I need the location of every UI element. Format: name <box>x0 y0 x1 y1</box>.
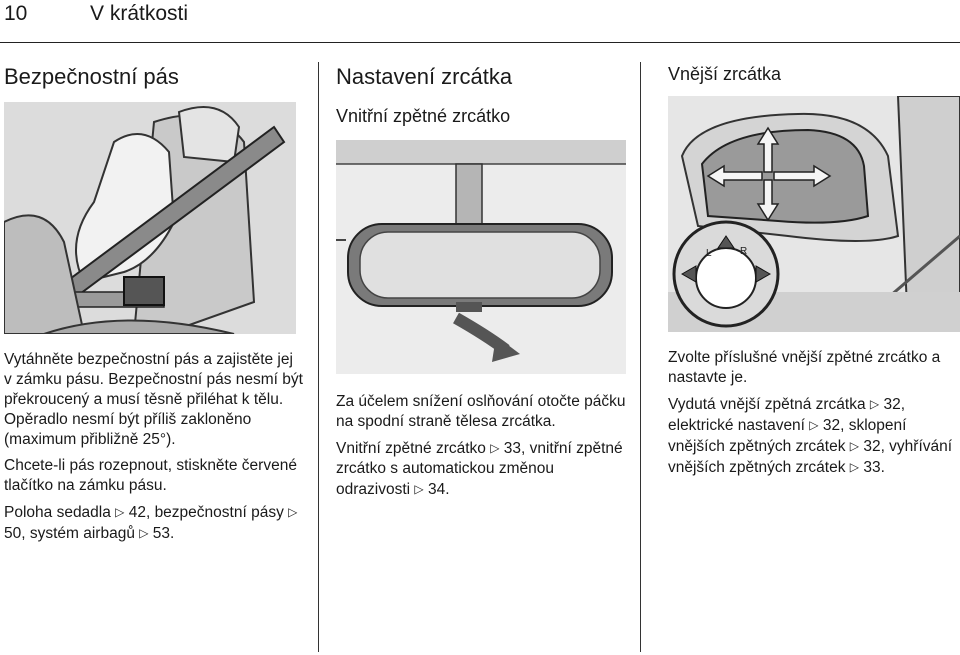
knob-label-right: R <box>740 246 748 257</box>
mirror-heading: Nastavení zrcátka <box>336 64 513 89</box>
ref-text: 50, systém airbagů <box>4 525 140 542</box>
seatbelt-illustration <box>4 102 296 334</box>
interior-mirror-references <box>336 438 631 500</box>
interior-mirror-paragraph: Za účelem snížení oslňování otočte páčku na spodní straně tělesa zrcátka. <box>336 393 626 430</box>
header-rule <box>0 42 960 43</box>
exterior-mirror-heading: Vnější zrcátka <box>668 64 782 84</box>
seatbelt-paragraph: Chcete-li pás rozepnout, stiskněte červené tlačítko na zámku pásu. <box>4 457 297 494</box>
ref-text: 53. <box>148 525 175 542</box>
reference-arrow-icon: ▷ <box>869 397 880 411</box>
exterior-mirror-paragraph: Zvolte příslušné vnější zpětné zrcátko a nastavte je. <box>668 349 941 386</box>
column-divider <box>318 62 319 652</box>
exterior-mirror-text <box>668 348 960 484</box>
seatbelt-paragraph: Vytáhněte bezpečnostní pás a zajistěte jej v zámku pásu. Bezpečnostní pás nesmí být překroucený a musí těsně přiléhat k tělu. Opěradlo nesmí být příliš zakloněno (maximum přibližně 25°). <box>4 351 303 448</box>
seatbelt-heading: Bezpečnostní pás <box>4 64 179 89</box>
reference-arrow-icon: ▷ <box>115 505 125 519</box>
page-number: 10 <box>4 2 28 25</box>
reference-arrow-icon: ▷ <box>849 460 860 474</box>
knob-label-left: L <box>706 248 712 259</box>
ref-text: 42, bezpečnostní pásy <box>124 504 289 521</box>
reference-arrow-icon: ▷ <box>288 505 298 519</box>
ref-text: Poloha sedadla <box>4 504 116 521</box>
seatbelt-text <box>4 350 304 550</box>
ref-text: 33. <box>859 459 885 476</box>
ref-text: Vnitřní zpětné zrcátko <box>336 440 491 457</box>
reference-arrow-icon: ▷ <box>490 441 500 455</box>
exterior-mirror-references <box>668 394 960 478</box>
interior-mirror-illustration <box>336 140 626 374</box>
ref-text: 34. <box>423 481 450 498</box>
ref-text: 32, vyhřívání vnějších zpětných zrcátek <box>668 438 953 476</box>
exterior-mirror-illustration <box>668 96 960 332</box>
reference-arrow-icon: ▷ <box>139 526 149 540</box>
ref-text: Vydutá vnější zpětná zrcátka <box>668 396 870 413</box>
interior-mirror-subheading: Vnitřní zpětné zrcátko <box>336 106 511 126</box>
interior-mirror-text <box>336 392 631 506</box>
chapter-title: V krátkosti <box>90 2 189 25</box>
column-divider <box>640 62 641 652</box>
reference-arrow-icon: ▷ <box>849 439 860 453</box>
reference-arrow-icon: ▷ <box>809 418 819 432</box>
seatbelt-references <box>4 502 304 544</box>
ref-text: 32, elektrické nastavení <box>668 396 905 434</box>
ref-text: 32, sklopení vnějších zpětných zrcátek <box>668 417 907 455</box>
reference-arrow-icon: ▷ <box>414 482 424 496</box>
ref-text: 33, vnitřní zpětné zrcátko s automatickou změnou odrazivosti <box>336 440 623 498</box>
